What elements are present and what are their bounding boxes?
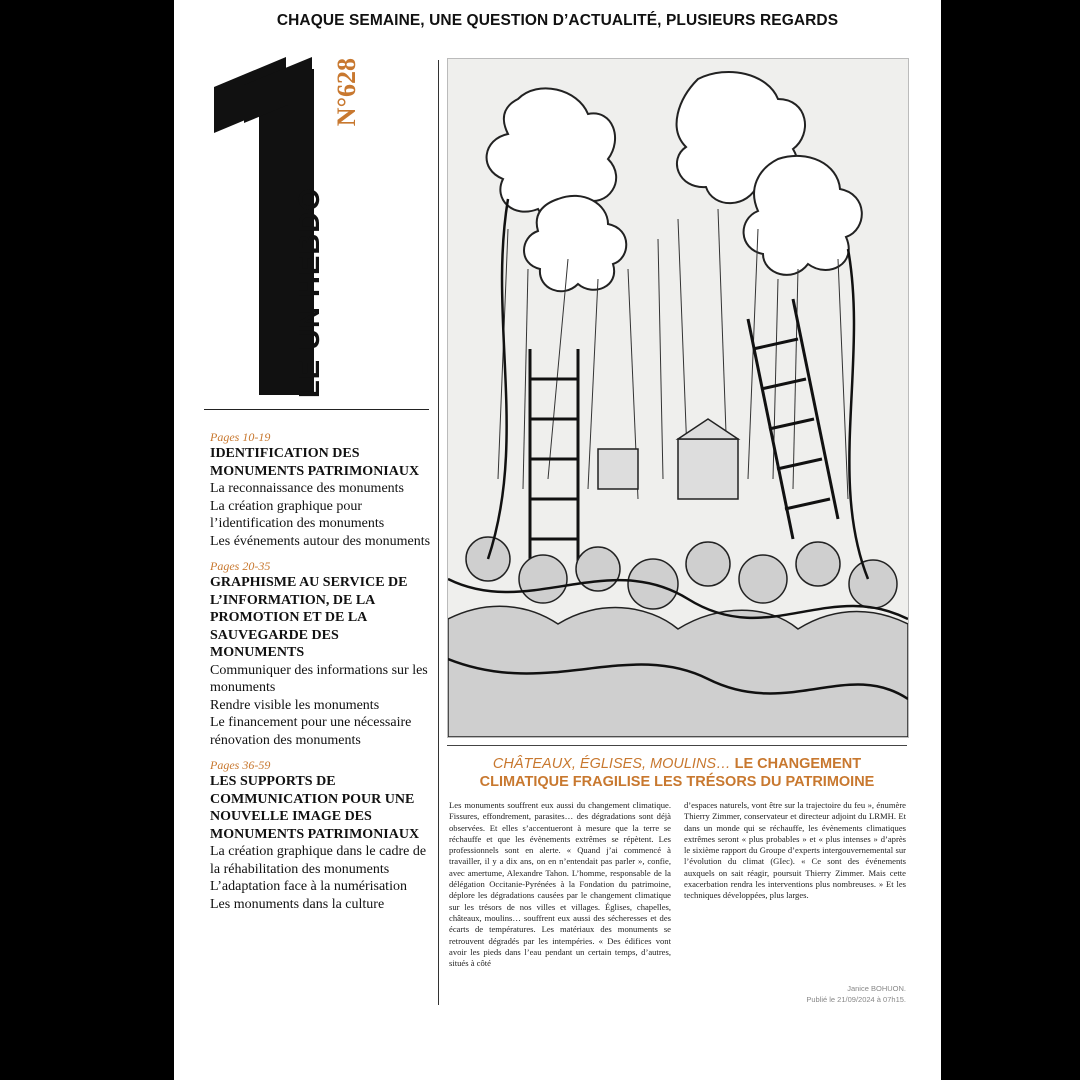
section-heading: LES SUPPORTS DE COMMUNICATION POUR UNE NOUVELLE IMAGE DES MONUMENTS PATRIMONIAUX bbox=[210, 774, 420, 842]
toc-section bbox=[210, 559, 435, 749]
article-credit bbox=[684, 984, 906, 1005]
article-author: Janice BOHUON. bbox=[847, 984, 906, 993]
section-pages: Pages 20-35 bbox=[210, 559, 271, 573]
section-heading: GRAPHISME AU SERVICE DE L’INFORMATION, DE LA PROMOTION ET DE LA SAUVEGARDE DES MONUMENTS bbox=[210, 575, 408, 660]
article-kicker: CHÂTEAUX, ÉGLISES, MOULINS… bbox=[492, 756, 731, 772]
divider bbox=[204, 409, 429, 410]
section-pages: Pages 10-19 bbox=[210, 430, 271, 444]
article-headline bbox=[447, 755, 907, 791]
table-of-contents bbox=[210, 430, 435, 922]
section-item: Le financement pour une nécessaire rénovation des monuments bbox=[210, 715, 412, 748]
article-column-2: d’espaces naturels, vont être sur la trajectoire du feu », énumère Thierry Zimmer, conservateur et directeur adjoint du LRMH. Et dans un monde qui se réchauffe, les évènements climatiques extrêmes seront « plus probables » et « plus intenses » d’après le sixième rapport du Groupe d’experts intergouvernemental sur l’évolution du climat (GIec). « Ce sont des événements auxquels on sait réagir, poursuit Thierry Zimmer. Mais cette exacerbation rendra les interventions plus nombreuses. » Et les techniques développées, plus larges. bbox=[684, 800, 906, 901]
section-item: La création graphique pour l’identification des monuments bbox=[210, 498, 385, 531]
section-item: La création graphique dans le cadre de la réhabilitation des monuments bbox=[210, 844, 427, 877]
section-item: Rendre visible les monuments bbox=[210, 697, 380, 713]
column-divider bbox=[438, 60, 439, 1005]
masthead bbox=[294, 58, 334, 398]
section-pages: Pages 36-59 bbox=[210, 758, 271, 772]
section-item: Communiquer des informations sur les monuments bbox=[210, 662, 428, 695]
section-heading: IDENTIFICATION DES MONUMENTS PATRIMONIAUX bbox=[210, 446, 420, 479]
masthead-title: LE UN HEBDO bbox=[294, 187, 326, 398]
section-item: Les monuments dans la culture bbox=[210, 896, 385, 912]
section-item: Les événements autour des monuments bbox=[210, 533, 431, 549]
article-title: LE CHANGEMENT CLIMATIQUE FRAGILISE LES TRÉSORS DU PATRIMOINE bbox=[479, 756, 875, 790]
tagline: CHAQUE SEMAINE, UNE QUESTION D’ACTUALITÉ, PLUSIEURS REGARDS bbox=[276, 12, 839, 29]
cover-illustration bbox=[447, 58, 909, 738]
toc-section bbox=[210, 758, 435, 913]
article-column-1: Les monuments souffrent eux aussi du changement climatique. Fissures, effondrement, parasites… des dégradations sont déjà observées. Et elles s’accentueront à mesure que la terre se réchauffe et que les évènements extrêmes se répètent. Les professionnels sont en alerte. « Quand j’ai commencé à travailler, il y a dix ans, on en n’entendait pas parler », confie, avec amertume, Alexandre Tahon. L’homme, responsable de la délégation Occitanie-Pyrénées à la Fondation du patrimoine, déplore les dégradations causées par le changement climatique sur les trésors de nos villes et villages. Églises, chapelles, châteaux, moulins… souffrent eux aussi des sécheresses et des écarts de températures. Les matériaux des monuments se retrouvent dégradés par les intempéries. « Des édifices vont avoir les pieds dans l’eau pendant un certain temps, d’autres, situés à côté bbox=[449, 800, 671, 969]
toc-section bbox=[210, 430, 435, 550]
section-item: La reconnaissance des monuments bbox=[210, 481, 404, 496]
newspaper-page bbox=[174, 0, 941, 1080]
section-item: L’adaptation face à la numérisation bbox=[210, 879, 407, 894]
article-published: Publié le 21/09/2024 à 07h15. bbox=[806, 994, 906, 1004]
issue-number: N°628 bbox=[332, 58, 361, 127]
divider bbox=[447, 745, 907, 746]
issue-number-block bbox=[332, 58, 362, 168]
